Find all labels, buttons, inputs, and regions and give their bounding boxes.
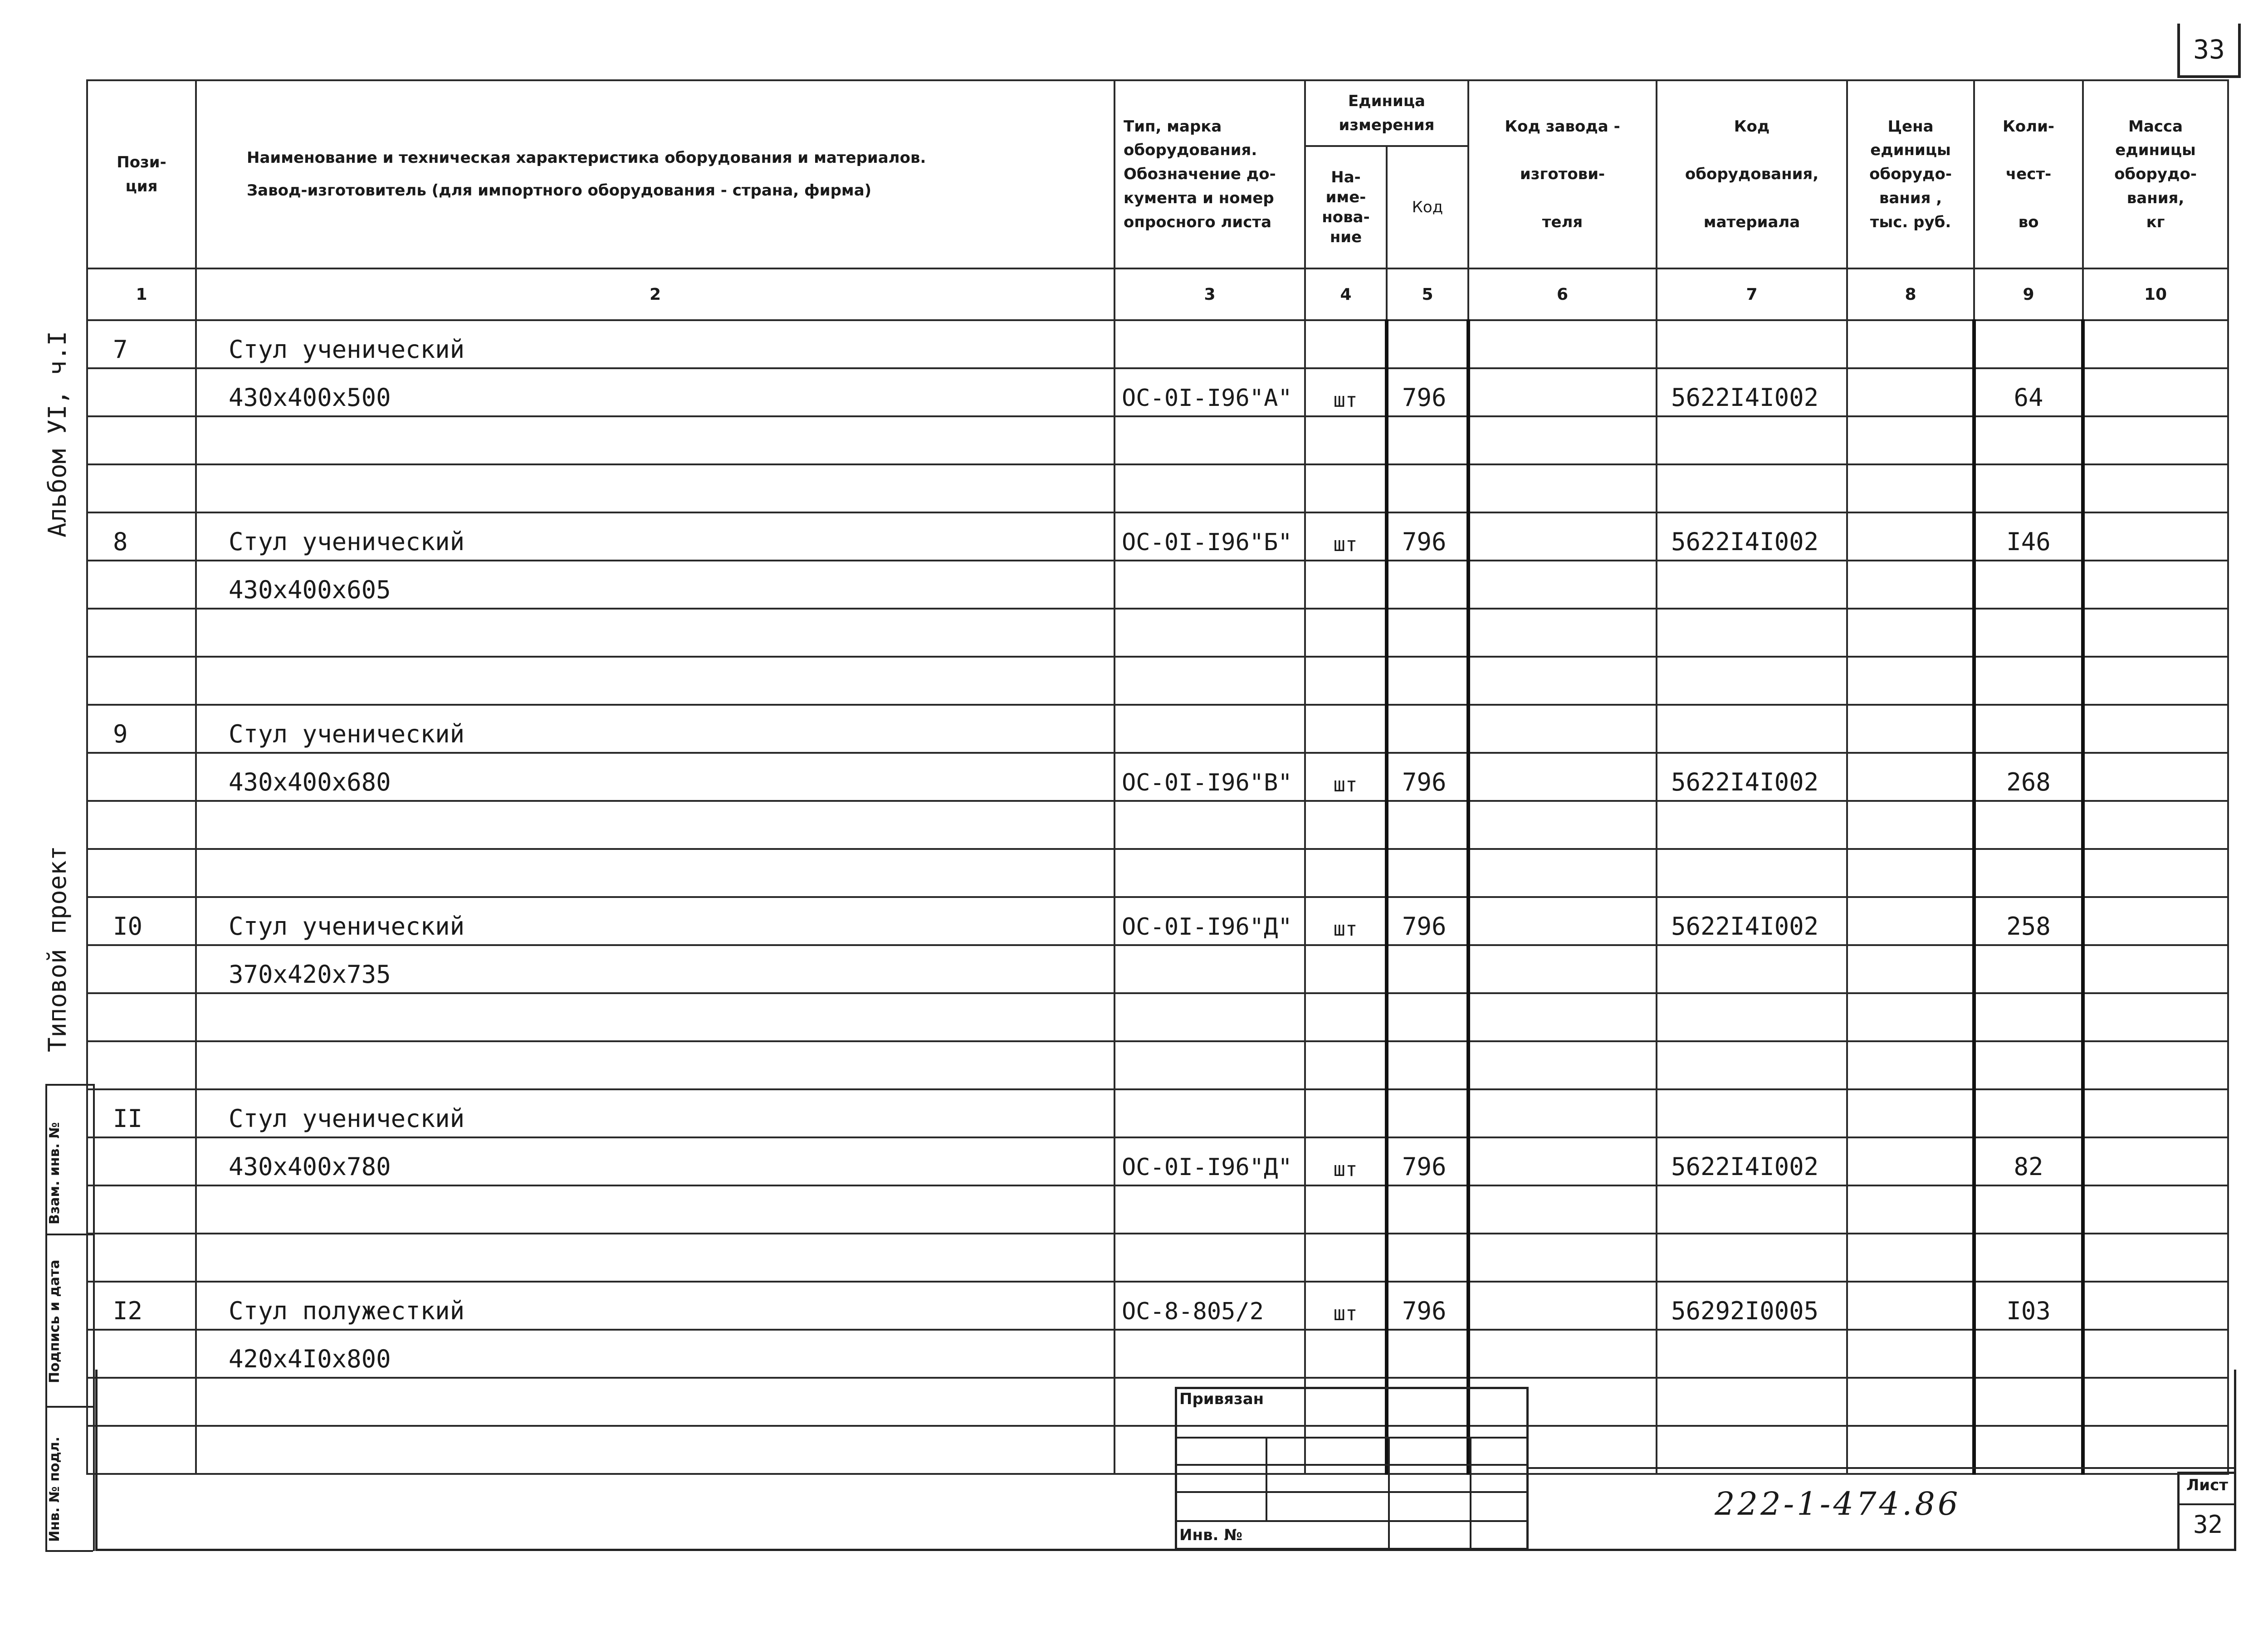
mass-cell: [2083, 464, 2228, 512]
table-row: [87, 609, 2228, 657]
quantity-cell: [1974, 416, 2083, 464]
price-cell: [1847, 368, 1974, 416]
name-cell: [196, 657, 1114, 705]
mass-cell: [2083, 320, 2228, 368]
price-cell: [1847, 705, 1974, 753]
position-cell: [87, 849, 196, 897]
table-row: [87, 1089, 2228, 1137]
col-number: 2: [196, 268, 1114, 320]
name-cell: Стул ученический: [196, 512, 1114, 561]
price-cell: [1847, 849, 1974, 897]
quantity-cell: [1974, 705, 2083, 753]
price-cell: [1847, 561, 1974, 609]
unit-name-cell: [1305, 561, 1387, 609]
col-header-name: [196, 80, 1114, 268]
quantity-cell: [1974, 945, 2083, 993]
unit-name-cell: [1305, 945, 1387, 993]
name-cell: [196, 849, 1114, 897]
equipment-code-cell: [1657, 993, 1847, 1041]
name-cell: Стул полужесткий: [196, 1282, 1114, 1330]
factory-code-cell: [1468, 1234, 1657, 1282]
equipment-code-cell: [1657, 1234, 1847, 1282]
type-cell: ОС-0I-I96"Д": [1114, 1137, 1305, 1185]
equipment-code-cell: [1657, 1041, 1847, 1089]
position-cell: [87, 464, 196, 512]
equipment-code-cell: [1657, 849, 1847, 897]
position-cell: 9: [87, 705, 196, 753]
quantity-cell: [1974, 1041, 2083, 1089]
mass-cell: [2083, 657, 2228, 705]
position-cell: I0: [87, 897, 196, 945]
unit-name-cell: [1305, 1234, 1387, 1282]
unit-code-cell: [1387, 705, 1468, 753]
quantity-cell: [1974, 609, 2083, 657]
position-cell: I2: [87, 1282, 196, 1330]
type-cell: [1114, 801, 1305, 849]
name-cell: [196, 801, 1114, 849]
unit-name-cell: [1305, 1089, 1387, 1137]
factory-code-cell: [1468, 512, 1657, 561]
inventory-label: Инв. №: [1179, 1526, 1243, 1544]
price-cell: [1847, 993, 1974, 1041]
mass-cell: [2083, 897, 2228, 945]
price-cell: [1847, 1282, 1974, 1330]
factory-code-cell: [1468, 1137, 1657, 1185]
table-row: [87, 993, 2228, 1041]
mass-cell: [2083, 993, 2228, 1041]
factory-code-cell: [1468, 1089, 1657, 1137]
factory-code-cell: [1468, 1282, 1657, 1330]
quantity-cell: [1974, 657, 2083, 705]
mass-cell: [2083, 512, 2228, 561]
quantity-cell: I03: [1974, 1282, 2083, 1330]
unit-code-cell: [1387, 1089, 1468, 1137]
equipment-code-cell: [1657, 657, 1847, 705]
equipment-code-cell: 5622I4I002: [1657, 753, 1847, 801]
type-cell: [1114, 1041, 1305, 1089]
type-cell: [1114, 993, 1305, 1041]
type-cell: [1114, 657, 1305, 705]
factory-code-cell: [1468, 368, 1657, 416]
table-row: [87, 897, 2228, 945]
factory-code-cell: [1468, 561, 1657, 609]
col-header-type: Тип, марка оборудования. Обозначение до- кумента и номер опросного листа: [1114, 80, 1305, 268]
col-header-quantity: Коли- чест- во: [1974, 80, 2083, 268]
price-cell: [1847, 464, 1974, 512]
mass-cell: [2083, 1185, 2228, 1234]
factory-code-cell: [1468, 897, 1657, 945]
quantity-cell: 82: [1974, 1137, 2083, 1185]
unit-code-cell: [1387, 1185, 1468, 1234]
equipment-code-cell: [1657, 945, 1847, 993]
unit-code-cell: [1387, 657, 1468, 705]
col-header-unit-name: На- име- нова- ние: [1305, 146, 1387, 268]
col-number: 7: [1657, 268, 1847, 320]
table-row: [87, 753, 2228, 801]
price-cell: [1847, 512, 1974, 561]
unit-code-cell: 796: [1387, 1282, 1468, 1330]
quantity-cell: [1974, 1089, 2083, 1137]
price-cell: [1847, 753, 1974, 801]
stamp-col-inv: Инв. № подл.: [47, 1436, 63, 1542]
table-row: [87, 512, 2228, 561]
type-cell: [1114, 705, 1305, 753]
binding-box: [1175, 1387, 1529, 1550]
col-number: 4: [1305, 268, 1387, 320]
position-cell: [87, 657, 196, 705]
position-cell: [87, 1185, 196, 1234]
unit-name-cell: шт: [1305, 1282, 1387, 1330]
mass-cell: [2083, 1234, 2228, 1282]
type-cell: [1114, 1185, 1305, 1234]
name-cell: 430x400x680: [196, 753, 1114, 801]
unit-code-cell: [1387, 801, 1468, 849]
mass-cell: [2083, 1089, 2228, 1137]
name-cell: [196, 1185, 1114, 1234]
name-cell: 430x400x500: [196, 368, 1114, 416]
price-cell: [1847, 801, 1974, 849]
factory-code-cell: [1468, 945, 1657, 993]
equipment-code-cell: 5622I4I002: [1657, 368, 1847, 416]
col-number: 5: [1387, 268, 1468, 320]
table-row: [87, 1137, 2228, 1185]
name-cell: 430x400x780: [196, 1137, 1114, 1185]
position-cell: [87, 609, 196, 657]
name-cell: 430x400x605: [196, 561, 1114, 609]
type-cell: [1114, 849, 1305, 897]
unit-code-cell: 796: [1387, 897, 1468, 945]
title-block-frame: [95, 1370, 2236, 1551]
col-number: 3: [1114, 268, 1305, 320]
type-cell: [1114, 1089, 1305, 1137]
type-cell: ОС-0I-I96"В": [1114, 753, 1305, 801]
name-cell: [196, 993, 1114, 1041]
table-row: [87, 945, 2228, 993]
unit-name-cell: [1305, 1041, 1387, 1089]
name-cell: [196, 464, 1114, 512]
unit-code-cell: [1387, 320, 1468, 368]
quantity-cell: 268: [1974, 753, 2083, 801]
price-cell: [1847, 609, 1974, 657]
name-cell: Стул ученический: [196, 320, 1114, 368]
position-cell: [87, 416, 196, 464]
table-row: [87, 849, 2228, 897]
unit-code-cell: [1387, 945, 1468, 993]
position-cell: [87, 1137, 196, 1185]
col-header-name-line1: Наименование и техническая характеристика оборудования и материалов.: [247, 149, 926, 167]
quantity-cell: [1974, 320, 2083, 368]
name-cell: Стул ученический: [196, 897, 1114, 945]
equipment-code-cell: [1657, 609, 1847, 657]
table-row: [87, 1185, 2228, 1234]
name-cell: Стул ученический: [196, 1089, 1114, 1137]
quantity-cell: [1974, 993, 2083, 1041]
unit-code-cell: 796: [1387, 1137, 1468, 1185]
col-header-factory-code: Код завода - изготови- теля: [1468, 80, 1657, 268]
quantity-cell: [1974, 561, 2083, 609]
mass-cell: [2083, 801, 2228, 849]
album-label: Альбом УI, ч.I: [43, 331, 72, 537]
col-number: 6: [1468, 268, 1657, 320]
type-cell: [1114, 609, 1305, 657]
project-label: Типовой проект: [43, 845, 72, 1052]
unit-name-cell: шт: [1305, 753, 1387, 801]
name-cell: Стул ученический: [196, 705, 1114, 753]
unit-name-cell: шт: [1305, 368, 1387, 416]
price-cell: [1847, 416, 1974, 464]
quantity-cell: 64: [1974, 368, 2083, 416]
quantity-cell: [1974, 1185, 2083, 1234]
equipment-code-cell: [1657, 1185, 1847, 1234]
type-cell: [1114, 1234, 1305, 1282]
table-row: [87, 416, 2228, 464]
price-cell: [1847, 897, 1974, 945]
unit-name-cell: [1305, 1185, 1387, 1234]
factory-code-cell: [1468, 801, 1657, 849]
price-cell: [1847, 1089, 1974, 1137]
col-number: 10: [2083, 268, 2228, 320]
type-cell: [1114, 561, 1305, 609]
type-cell: [1114, 320, 1305, 368]
type-cell: ОС-8-805/2: [1114, 1282, 1305, 1330]
type-cell: ОС-0I-I96"Б": [1114, 512, 1305, 561]
quantity-cell: [1974, 1234, 2083, 1282]
equipment-code-cell: 5622I4I002: [1657, 512, 1847, 561]
col-header-price: Цена единицы оборудо- вания , тыс. руб.: [1847, 80, 1974, 268]
mass-cell: [2083, 1041, 2228, 1089]
name-cell: 370x420x735: [196, 945, 1114, 993]
bound-label: Привязан: [1179, 1390, 1264, 1408]
table-row: [87, 320, 2228, 368]
unit-code-cell: [1387, 1041, 1468, 1089]
quantity-cell: I46: [1974, 512, 2083, 561]
col-header-equipment-code: Код оборудования, материала: [1657, 80, 1847, 268]
table-row: [87, 368, 2228, 416]
factory-code-cell: [1468, 609, 1657, 657]
mass-cell: [2083, 1137, 2228, 1185]
sheet-number: 32: [2193, 1510, 2223, 1539]
col-number: 9: [1974, 268, 2083, 320]
equipment-code-cell: 56292I0005: [1657, 1282, 1847, 1330]
equipment-code-cell: [1657, 705, 1847, 753]
table-row: [87, 1234, 2228, 1282]
unit-code-cell: 796: [1387, 512, 1468, 561]
equipment-spec-table: [86, 79, 2229, 1475]
type-cell: ОС-0I-I96"А": [1114, 368, 1305, 416]
mass-cell: [2083, 753, 2228, 801]
quantity-cell: [1974, 464, 2083, 512]
unit-name-cell: [1305, 609, 1387, 657]
quantity-cell: 258: [1974, 897, 2083, 945]
position-cell: [87, 1041, 196, 1089]
factory-code-cell: [1468, 464, 1657, 512]
equipment-code-cell: [1657, 561, 1847, 609]
position-cell: 7: [87, 320, 196, 368]
position-cell: [87, 753, 196, 801]
unit-code-cell: [1387, 993, 1468, 1041]
unit-name-cell: [1305, 416, 1387, 464]
equipment-code-cell: 5622I4I002: [1657, 1137, 1847, 1185]
col-header-mass: Масса единицы оборудо- вания, кг: [2083, 80, 2228, 268]
price-cell: [1847, 1185, 1974, 1234]
type-cell: [1114, 416, 1305, 464]
col-header-unit-code: Код: [1387, 146, 1468, 268]
table-row: [87, 801, 2228, 849]
unit-code-cell: 796: [1387, 753, 1468, 801]
equipment-code-cell: [1657, 801, 1847, 849]
unit-name-cell: шт: [1305, 1137, 1387, 1185]
unit-name-cell: [1305, 993, 1387, 1041]
factory-code-cell: [1468, 753, 1657, 801]
name-cell: [196, 416, 1114, 464]
col-header-position: Пози- ция: [87, 80, 196, 268]
mass-cell: [2083, 561, 2228, 609]
unit-name-cell: [1305, 849, 1387, 897]
unit-code-cell: [1387, 609, 1468, 657]
price-cell: [1847, 1137, 1974, 1185]
factory-code-cell: [1468, 705, 1657, 753]
quantity-cell: [1974, 849, 2083, 897]
unit-name-cell: [1305, 320, 1387, 368]
mass-cell: [2083, 945, 2228, 993]
position-cell: [87, 561, 196, 609]
column-number-row: [87, 268, 2228, 320]
unit-name-cell: [1305, 801, 1387, 849]
price-cell: [1847, 1041, 1974, 1089]
table-row: [87, 1282, 2228, 1330]
equipment-code-cell: 5622I4I002: [1657, 897, 1847, 945]
name-cell: [196, 1041, 1114, 1089]
col-header-unit: Единица измерения: [1305, 80, 1468, 146]
col-header-name-line2: Завод-изготовитель (для импортного оборудования - страна, фирма): [247, 181, 872, 200]
table-row: [87, 657, 2228, 705]
document-number: 222-1-474.86: [1715, 1485, 1961, 1522]
factory-code-cell: [1468, 993, 1657, 1041]
position-cell: [87, 945, 196, 993]
name-cell: [196, 609, 1114, 657]
unit-name-cell: шт: [1305, 512, 1387, 561]
factory-code-cell: [1468, 1185, 1657, 1234]
type-cell: [1114, 945, 1305, 993]
unit-code-cell: [1387, 416, 1468, 464]
price-cell: [1847, 945, 1974, 993]
unit-name-cell: [1305, 657, 1387, 705]
name-cell: 420x4I0x800: [196, 1330, 1114, 1378]
factory-code-cell: [1468, 320, 1657, 368]
equipment-code-cell: [1657, 464, 1847, 512]
sheet-label: Лист: [2186, 1476, 2228, 1494]
position-cell: [87, 993, 196, 1041]
position-cell: II: [87, 1089, 196, 1137]
mass-cell: [2083, 705, 2228, 753]
factory-code-cell: [1468, 416, 1657, 464]
position-cell: 8: [87, 512, 196, 561]
col-number: 8: [1847, 268, 1974, 320]
position-cell: [87, 1234, 196, 1282]
position-cell: [87, 801, 196, 849]
unit-name-cell: шт: [1305, 897, 1387, 945]
type-cell: ОС-0I-I96"Д": [1114, 897, 1305, 945]
unit-name-cell: [1305, 464, 1387, 512]
price-cell: [1847, 320, 1974, 368]
table-row: [87, 561, 2228, 609]
unit-code-cell: [1387, 464, 1468, 512]
stamp-col-sign: Подпись и дата: [47, 1259, 63, 1383]
table-row: [87, 705, 2228, 753]
table-row: [87, 1041, 2228, 1089]
col-number: 1: [87, 268, 196, 320]
unit-code-cell: [1387, 1234, 1468, 1282]
type-cell: [1114, 464, 1305, 512]
factory-code-cell: [1468, 1041, 1657, 1089]
mass-cell: [2083, 1282, 2228, 1330]
unit-name-cell: [1305, 705, 1387, 753]
position-cell: [87, 368, 196, 416]
page-number: 33: [2177, 24, 2241, 78]
equipment-code-cell: [1657, 1089, 1847, 1137]
name-cell: [196, 1234, 1114, 1282]
unit-code-cell: 796: [1387, 368, 1468, 416]
factory-code-cell: [1468, 849, 1657, 897]
mass-cell: [2083, 609, 2228, 657]
mass-cell: [2083, 849, 2228, 897]
equipment-code-cell: [1657, 416, 1847, 464]
unit-code-cell: [1387, 561, 1468, 609]
factory-code-cell: [1468, 657, 1657, 705]
quantity-cell: [1974, 801, 2083, 849]
mass-cell: [2083, 416, 2228, 464]
mass-cell: [2083, 368, 2228, 416]
price-cell: [1847, 1234, 1974, 1282]
price-cell: [1847, 657, 1974, 705]
table-row: [87, 464, 2228, 512]
unit-code-cell: [1387, 849, 1468, 897]
stamp-col-replace: Взам. инв. №: [47, 1122, 63, 1224]
equipment-code-cell: [1657, 320, 1847, 368]
